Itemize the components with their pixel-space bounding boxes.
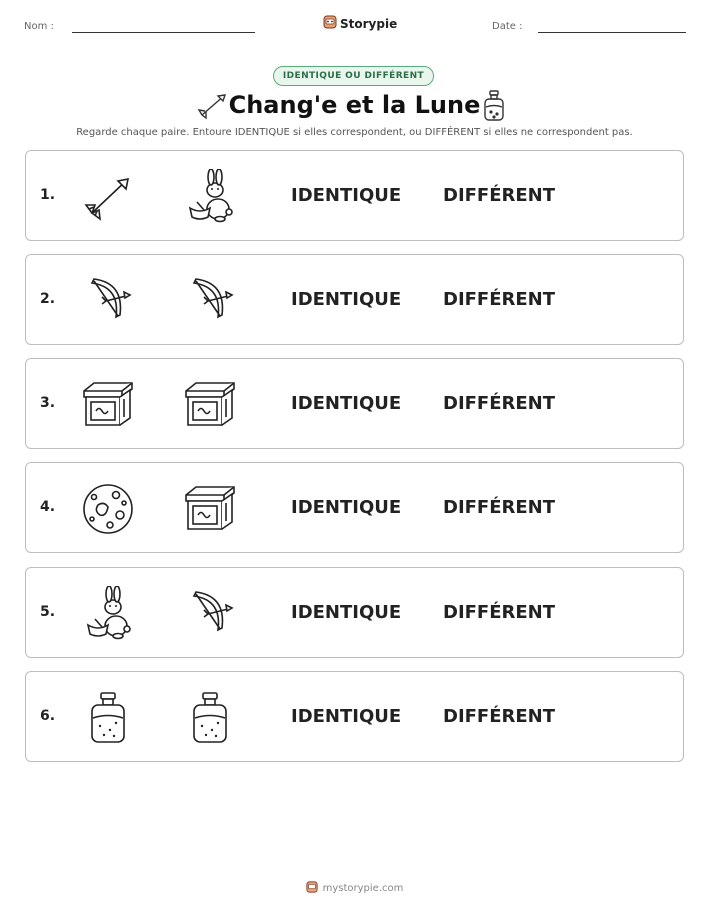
box-icon (182, 481, 238, 537)
page-title: Chang'e et la Lune (228, 91, 481, 119)
question-number: 3. (40, 395, 56, 411)
footer (0, 880, 709, 897)
box-icon (182, 377, 238, 433)
identique-option[interactable]: IDENTIQUE (291, 289, 402, 310)
different-option[interactable]: DIFFÉRENT (443, 497, 556, 518)
arrow-icon (80, 169, 136, 225)
different-option[interactable]: DIFFÉRENT (443, 393, 556, 414)
date-line[interactable] (538, 32, 686, 33)
question-number: 5. (40, 604, 56, 620)
date-label: Date : (492, 21, 523, 32)
worksheet-type-badge: IDENTIQUE OU DIFFÉRENT (273, 66, 434, 86)
question-number: 4. (40, 499, 56, 515)
box-icon (80, 377, 136, 433)
storypie-logo-icon (306, 880, 318, 897)
different-option[interactable]: DIFFÉRENT (443, 185, 556, 206)
name-label: Nom : (24, 21, 54, 32)
question-row (25, 254, 684, 345)
identique-option[interactable]: IDENTIQUE (291, 602, 402, 623)
footer-url: mystorypie.com (322, 883, 404, 894)
potion-icon (182, 690, 238, 746)
rabbit-icon (80, 586, 136, 642)
question-number: 6. (40, 708, 56, 724)
bow-icon (80, 273, 136, 329)
question-number: 2. (40, 291, 56, 307)
potion-icon (481, 89, 507, 127)
question-row (25, 567, 684, 658)
question-row (25, 358, 684, 449)
brand-name: Storypie (340, 17, 398, 31)
identique-option[interactable]: IDENTIQUE (291, 706, 402, 727)
question-row (25, 150, 684, 241)
different-option[interactable]: DIFFÉRENT (443, 602, 556, 623)
different-option[interactable]: DIFFÉRENT (443, 706, 556, 727)
bow-icon (182, 586, 238, 642)
identique-option[interactable]: IDENTIQUE (291, 497, 402, 518)
question-number: 1. (40, 187, 56, 203)
identique-option[interactable]: IDENTIQUE (291, 185, 402, 206)
instructions: Regarde chaque paire. Entoure IDENTIQUE si elles correspondent, ou DIFFÉRENT si elles ne correspondent pas. (76, 127, 633, 138)
brand-logo (323, 14, 397, 34)
bow-icon (182, 273, 238, 329)
question-row (25, 462, 684, 553)
rabbit-icon (182, 169, 238, 225)
potion-icon (80, 690, 136, 746)
name-line[interactable] (72, 32, 255, 33)
question-row (25, 671, 684, 762)
different-option[interactable]: DIFFÉRENT (443, 289, 556, 310)
identique-option[interactable]: IDENTIQUE (291, 393, 402, 414)
storypie-logo-icon (323, 14, 337, 34)
moon-icon (80, 481, 136, 537)
